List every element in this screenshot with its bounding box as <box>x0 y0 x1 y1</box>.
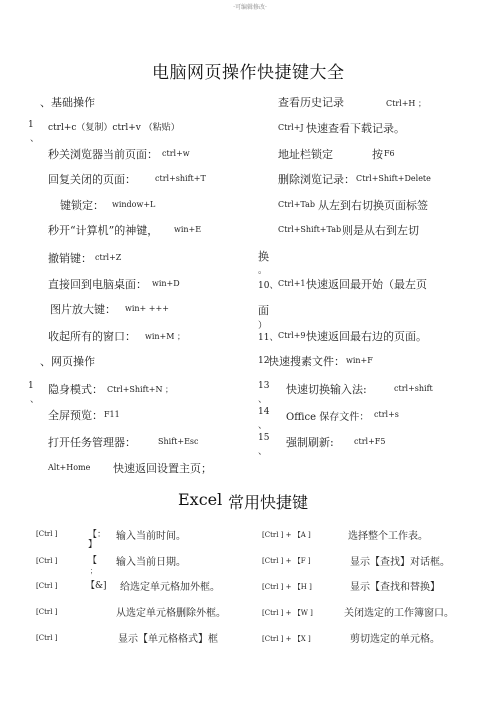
shortcut-downloads-keys: Ctrl+J <box>278 123 304 132</box>
shortcut-first-tab-cont: 面 <box>258 304 269 317</box>
excel-desc: 关闭选定的工作簿窗口。 <box>344 608 454 619</box>
shortcut-incognito-label: 隐身模式： <box>48 383 103 396</box>
excel-bracket-mark: ； <box>90 567 97 575</box>
shortcut-address-label: 地址栏锁定 <box>278 148 333 161</box>
shortcut-refresh-keys: ctrl+F5 <box>354 437 386 446</box>
shortcut-tab-prev-label: 则是从右到左切 <box>342 224 419 237</box>
shortcut-search-label: 快速搜素文件： <box>268 355 345 368</box>
excel-key: [Ctrl ] <box>36 608 58 616</box>
list-number: 12 <box>258 356 270 366</box>
excel-desc: 输入当前日期。 <box>116 557 186 568</box>
shortcut-office-label: Office 保存文件： <box>286 412 370 423</box>
shortcut-undo-label: 撤销键： <box>48 252 92 265</box>
list-number-mark: 、 <box>258 395 268 405</box>
excel-desc: 显示【单元格格式】框 <box>118 634 218 645</box>
excel-title-cn: 常用快捷键 <box>228 493 309 512</box>
list-number-mark: 、 <box>258 421 268 431</box>
shortcut-last-tab-label: 快速返回最右边的页面。 <box>306 330 427 343</box>
shortcut-clear-keys: Ctrl+Shift+Delete <box>356 174 431 183</box>
shortcut-fullscreen-label: 全屏预览： <box>48 409 103 422</box>
list-number: 14 <box>258 407 270 417</box>
shortcut-computer-keys: win+E <box>174 225 202 234</box>
shortcut-history-keys: Ctrl+H ； <box>386 99 426 108</box>
excel-desc: 从选定单元格删除外框。 <box>116 608 226 619</box>
section-web-heading: 、网页操作 <box>40 355 95 368</box>
shortcut-reopen-keys: ctrl+shift+T <box>155 174 206 183</box>
excel-key: [Ctrl ] + 【A ] <box>262 531 311 539</box>
shortcut-reopen-label: 回复关闭的页面： <box>48 173 136 186</box>
list-number: 1 <box>28 120 34 130</box>
list-number-mark: 、 <box>30 134 40 144</box>
shortcut-first-tab-keys: Ctrl+1 <box>278 279 306 288</box>
shortcut-history-label: 查看历史记录 <box>278 96 344 109</box>
list-number: 10、 <box>258 281 279 291</box>
excel-key: [Ctrl ] <box>36 634 58 642</box>
shortcut-first-tab-label: 快速返回最开始（最左页 <box>306 278 427 291</box>
excel-key: [Ctrl ] + 【X ] <box>262 635 311 643</box>
excel-key: [Ctrl ] + 【H ] <box>262 583 312 591</box>
excel-key: [Ctrl ] <box>36 582 58 590</box>
excel-bracket-close: 】 <box>88 540 98 550</box>
shortcut-tab-prev-cont: 换 <box>258 250 269 263</box>
shortcut-downloads-label: 快速查看下载记录。 <box>306 122 405 135</box>
excel-desc: 显示【查找】对话框。 <box>350 557 450 568</box>
shortcut-lock-keys: window+L <box>112 200 156 209</box>
excel-bracket: 【： <box>88 530 107 540</box>
shortcut-tab-next-keys: Ctrl+Tab <box>278 200 316 209</box>
excel-desc: 选择整个工作表。 <box>348 531 428 542</box>
excel-desc: 给选定单元格加外框。 <box>120 582 220 593</box>
list-number: 1 <box>28 381 34 391</box>
excel-key: [Ctrl ] <box>36 530 58 538</box>
shortcut-lock-label: 键锁定： <box>60 199 104 212</box>
excel-desc: 剪切选定的单元格。 <box>350 634 440 645</box>
shortcut-fullscreen-keys: F11 <box>104 410 120 419</box>
shortcut-tab-next-label: 从左到右切换页面标签 <box>318 199 428 212</box>
shortcut-copy-paste: ctrl+c（复制）ctrl+v （粘贴） <box>48 123 180 133</box>
shortcut-taskmgr-keys: Shift+Esc <box>158 437 199 446</box>
excel-key: [Ctrl ] + 【F ] <box>262 557 311 565</box>
shortcut-minimize-keys: win+M ； <box>145 332 185 341</box>
shortcut-computer-label: 秒开“计算机”的神键， <box>48 224 159 237</box>
excel-bracket: 【 <box>88 556 98 566</box>
list-number: 11、 <box>258 333 279 343</box>
shortcut-tab-prev-keys: Ctrl+Shift+Tab <box>278 225 342 234</box>
shortcut-home-keys: Alt+Home <box>48 463 91 472</box>
shortcut-taskmgr-label: 打开任务管理器： <box>48 436 136 449</box>
shortcut-search-keys: win+F <box>346 356 373 365</box>
shortcut-last-tab-keys: Ctrl+9 <box>278 331 306 340</box>
shortcut-undo-keys: ctrl+Z <box>95 253 122 262</box>
shortcut-incognito-keys: Ctrl+Shift+N ； <box>107 385 174 394</box>
shortcut-address-keys: F6 <box>384 149 395 158</box>
shortcut-address-prefix: 按 <box>372 148 383 161</box>
shortcut-close-page-keys: ctrl+w <box>162 149 190 158</box>
excel-title-en: Excel <box>178 490 223 509</box>
excel-desc: 显示【查找和替换】 <box>350 582 440 593</box>
page-header: ·可编辑修改· <box>233 4 267 11</box>
shortcut-office-keys: ctrl+s <box>374 410 399 419</box>
shortcut-close-page-label: 秒关浏览器当前页面： <box>48 148 158 161</box>
shortcut-home-label: 快速返回设置主页； <box>113 462 212 475</box>
shortcut-refresh-label: 强制刷新: <box>286 436 334 449</box>
list-number: 15 <box>258 433 270 443</box>
shortcut-ime-keys: ctrl+shift <box>394 384 433 393</box>
shortcut-clear-label: 删除浏览记录： <box>278 173 355 186</box>
shortcut-ime-label: 快速切换输入法: <box>286 383 367 396</box>
excel-key: [Ctrl ] <box>36 557 58 565</box>
page-title: 电脑网页操作快捷键大全 <box>152 63 345 83</box>
period-mark: 。 <box>258 266 268 276</box>
shortcut-first-tab-cont2: ） <box>258 321 268 331</box>
shortcut-minimize-label: 收起所有的窗口： <box>48 330 136 343</box>
list-number: 13 <box>258 381 270 391</box>
excel-bracket: 【&] <box>86 581 107 591</box>
section-basic-heading: 、基础操作 <box>40 96 95 109</box>
shortcut-desktop-label: 直接回到电脑桌面： <box>48 278 147 291</box>
shortcut-zoom-keys: win+ +++ <box>125 304 169 313</box>
list-number-mark: 、 <box>30 395 40 405</box>
excel-key: [Ctrl ] + 【W ] <box>262 609 313 617</box>
shortcut-zoom-label: 图片放大键： <box>50 303 116 316</box>
excel-desc: 输入当前时间。 <box>116 531 186 542</box>
list-number-mark: 、 <box>258 447 268 457</box>
shortcut-desktop-keys: win+D <box>152 279 180 288</box>
